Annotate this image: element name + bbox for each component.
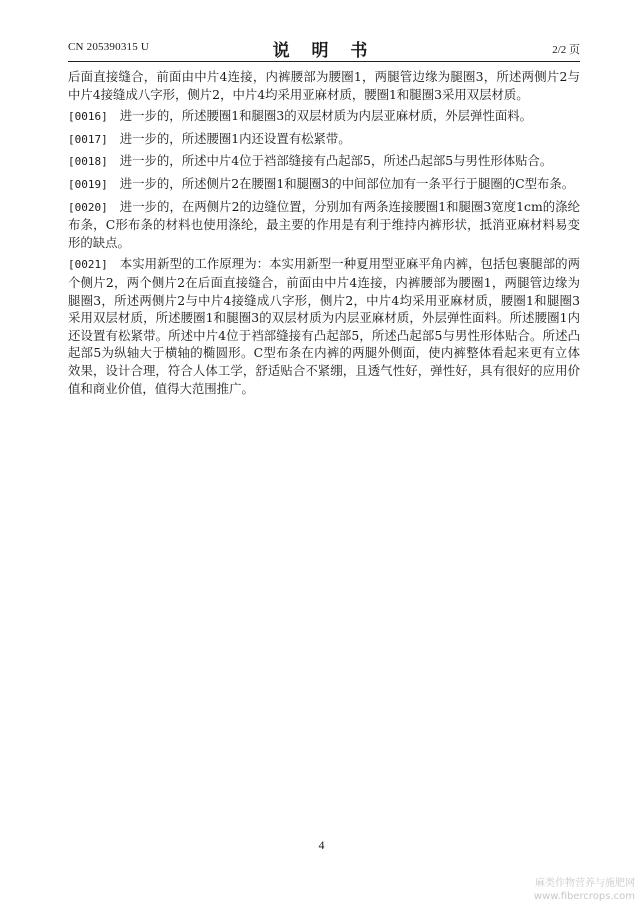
site-watermark [534, 877, 635, 903]
paragraph-0017 [68, 130, 580, 149]
paragraph-number: [0021] [68, 258, 108, 272]
paragraph-text: 进一步的，所述腰圈1内还设置有松紧带。 [119, 130, 351, 146]
continuation-paragraph: 后面直接缝合，前面由中片4连接，内裤腰部为腰圈1，两腿管边缘为腿圈3，所述两侧片2与中片4接缝成八字形，侧片2，中片4均采用亚麻材质，腰圈1和腿圈3采用双层材质。 [68, 69, 580, 102]
page-indicator: 2/2 页 [552, 44, 580, 56]
paragraph-number: [0019] [68, 177, 108, 191]
page-number: 4 [318, 838, 325, 852]
paragraph-0016 [68, 107, 580, 126]
paragraph-0020 [68, 198, 580, 252]
paragraph-text: 进一步的，所述腰圈1和腿圈3的双层材质为内层亚麻材质，外层弹性面料。 [119, 108, 533, 124]
paragraph-0019 [68, 175, 580, 194]
page-header [68, 36, 580, 60]
patent-number: CN 205390315 U [68, 41, 150, 53]
header-rule [68, 61, 580, 62]
paragraph-text: 进一步的，所述中片4位于裆部缝接有凸起部5，所述凸起部5与男性形体贴合。 [119, 153, 553, 169]
paragraph-text: 本实用新型的工作原理为：本实用新型一种夏用型亚麻平角内裤，包括包裹腿部的两个侧片2，两个侧片2在后面直接缝合，前面由中片4连接，内裤腰部为腰圈1，两腿管边缘为腿圈3，所述两侧片2与中片4接缝成八字形，侧片2，中片4均采用亚麻材质，腰圈1和腿圈3采用双层材质，所述腰圈1和腿圈3的双层材质为内层亚麻材质，外层弹性面料。所述腰圈1内还设置有松紧带。所述中片4位于裆部缝接有凸起部5，所述凸起部5与男性形体贴合。所述凸起部5为纵轴大于横轴的椭圆形。C型布条在内裤的两腿外侧面，使内裤整体看起来更有立体效果，设计合理，符合人体工学，舒适贴合不紧绷，且透气性好，弹性好，具有很好的应用价值和商业价值，值得大范围推广。 [68, 256, 580, 396]
paragraph-0018 [68, 152, 580, 171]
watermark-site-url: www.fibercrops.com [533, 891, 635, 902]
paragraph-0021 [68, 255, 580, 397]
paragraph-number: [0018] [68, 155, 108, 169]
document-body [68, 68, 580, 401]
paragraph-number: [0016] [68, 110, 108, 124]
document-title: 说 明 书 [272, 41, 376, 61]
watermark-site-name: 麻类作物营养与施肥网 [535, 878, 635, 889]
paragraph-number: [0020] [68, 200, 108, 214]
paragraph-text: 进一步的，所述侧片2在腰圈1和腿圈3的中间部位加有一条平行于腿圈的C型布条。 [119, 175, 575, 191]
paragraph-text: 进一步的，在两侧片2的边缝位置，分别加有两条连接腰圈1和腿圈3宽度1cm的涤纶布条，C形布条的材料也使用涤纶，最主要的作用是有利于维持内裤形状，抵消亚麻材料易变形的缺点。 [68, 198, 580, 250]
paragraph-number: [0017] [68, 132, 108, 146]
